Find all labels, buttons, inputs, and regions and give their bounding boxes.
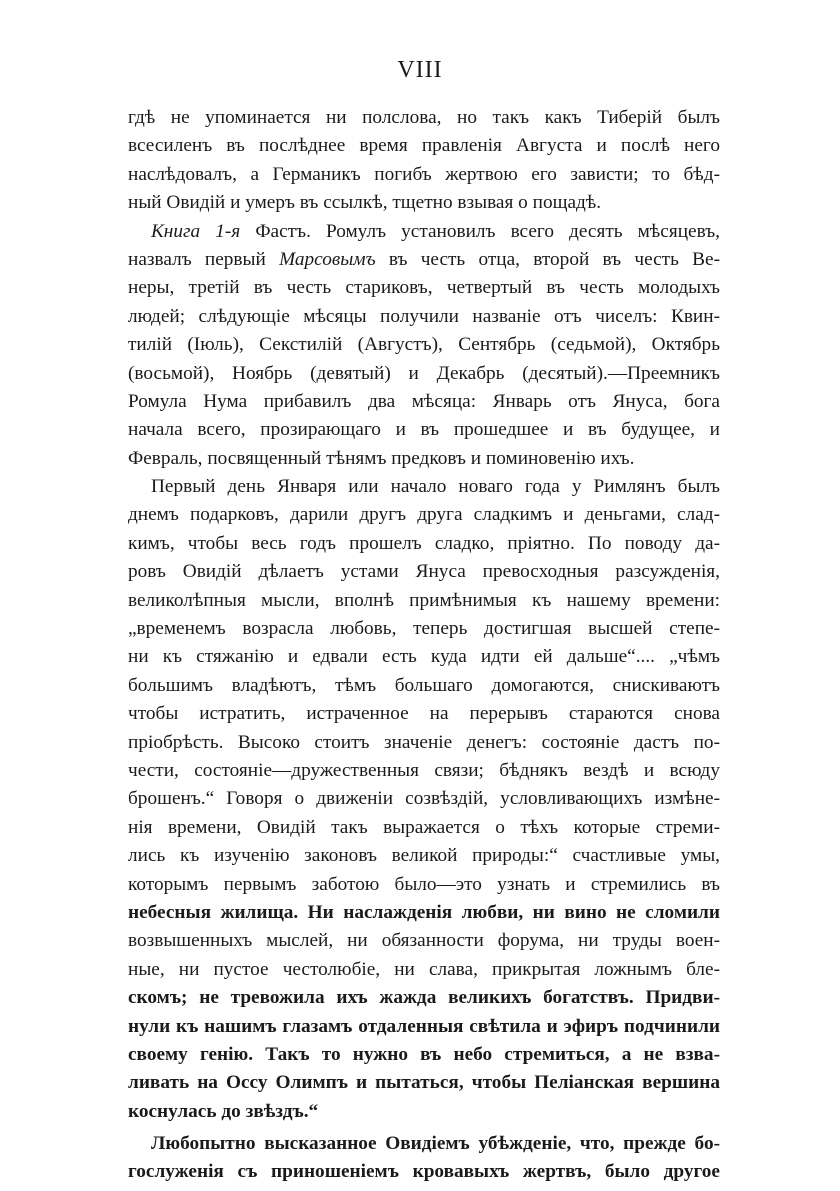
text-line: великолѣпныя мысли, вполнѣ примѣнимыя къ нашему времени:	[128, 589, 720, 611]
text-line: ровъ Овидій дѣлаетъ устами Януса превосходныя разсужденія,	[128, 561, 720, 583]
text-line: гослуженія съ приношеніемъ кровавыхъ жертвъ, было другое	[128, 1161, 720, 1183]
text-line: Любопытно высказанное Овидіемъ убѣжденіе, что, прежде бо-	[151, 1133, 720, 1155]
book-label: Книга 1-я	[151, 220, 241, 242]
page-number: VIII	[397, 57, 443, 83]
body-text	[128, 104, 720, 1187]
text-line: своему генію. Такъ то нужно въ небо стремиться, а не взва-	[128, 1043, 720, 1065]
text-line: нули къ нашимъ глазамъ отдаленныя свѣтила и эфиръ подчинили	[128, 1015, 720, 1037]
text-line: Февраль, посвященный тѣнямъ предковъ и поминовенію ихъ.	[128, 447, 635, 469]
text-line: Первый день Января или начало новаго года у Римлянъ былъ	[151, 476, 720, 498]
text-line: скомъ; не тревожила ихъ жажда великихъ богатствъ. Придви-	[128, 987, 720, 1009]
text-line: неры, третій въ честь стариковъ, четвертый въ честь молодыхъ	[128, 277, 720, 299]
text-line: брошенъ.“ Говоря о движеніи созвѣздій, условливающихъ измѣне-	[128, 788, 720, 810]
book-line-rest: Фастъ. Ромулъ установилъ всего десять мѣсяцевъ,	[240, 220, 720, 242]
text-line: ливать на Оссу Олимпъ и пытаться, чтобы Пеліанская вершина	[128, 1072, 720, 1094]
text-line: чести, состояніе—дружественныя связи; бѣднякъ вездѣ и всюду	[128, 759, 720, 781]
text-line: небесныя жилища. Ни наслажденія любви, ни вино не сломили	[128, 901, 720, 923]
text-line: нія времени, Овидій такъ выражается о тѣхъ которые стреми-	[128, 816, 720, 838]
text-line: гдѣ не упоминается ни полслова, но такъ какъ Тиберій былъ	[128, 107, 720, 128]
mars-line-end: въ честь отца, второй въ честь Ве-	[375, 248, 720, 270]
text-line: пріобрѣсть. Высоко стоитъ значеніе денегъ: состояніе дастъ по-	[128, 731, 720, 753]
text-line: наслѣдовалъ, а Германикъ погибъ жертвою его зависти; то бѣд-	[128, 163, 720, 185]
text-line: чтобы истратить, истраченное на перерывъ стараются снова	[128, 703, 720, 725]
text-line: возвышенныхъ мыслей, ни обязанности форума, ни труды воен-	[128, 930, 720, 952]
text-line: ные, ни пустое честолюбіе, ни слава, прикрытая ложнымъ бле-	[128, 958, 720, 980]
text-line: днемъ подарковъ, дарили другъ друга сладкимъ и деньгами, слад-	[128, 504, 720, 526]
text-line: Ромула Нума прибавилъ два мѣсяца: Январь отъ Януса, бога	[128, 390, 720, 412]
text-line-book-heading	[128, 218, 720, 246]
text-line: коснулась до звѣздъ.“	[128, 1100, 319, 1122]
mars-word: Марсовымъ	[279, 248, 376, 270]
text-line: большимъ владѣютъ, тѣмъ большаго домогаются, снискиваютъ	[128, 674, 720, 696]
text-line: начала всего, прозирающаго и въ прошедшее и въ будущее, и	[128, 419, 720, 441]
text-line: людей; слѣдующіе мѣсяцы получили названіе отъ чиселъ: Квин-	[128, 305, 720, 327]
text-line: которымъ первымъ заботою было—это узнать и стремились въ	[128, 873, 720, 895]
text-line: тилій (Іюль), Секстилій (Августъ), Сентябрь (седьмой), Октябрь	[128, 334, 720, 356]
text-line: всесиленъ въ послѣднее время правленія Августа и послѣ него	[128, 135, 720, 157]
text-line: ни къ стяжанію и едвали есть куда идти ей дальше“.... „чѣмъ	[128, 646, 720, 668]
text-line: (восьмой), Ноябрь (девятый) и Декабрь (десятый).—Преемникъ	[128, 362, 720, 384]
text-line: ный Овидій и умеръ въ ссылкѣ, тщетно взывая о пощадѣ.	[128, 192, 602, 214]
text-line-mars	[128, 246, 720, 274]
mars-line-start: назвалъ первый	[128, 248, 280, 270]
text-line: лись къ изученію законовъ великой природы:“ счастливые умы,	[128, 845, 720, 867]
text-line: „временемъ возрасла любовь, теперь достигшая высшей степе-	[128, 618, 720, 640]
text-line: кимъ, чтобы весь годъ прошелъ сладко, пріятно. По поводу да-	[128, 532, 720, 554]
